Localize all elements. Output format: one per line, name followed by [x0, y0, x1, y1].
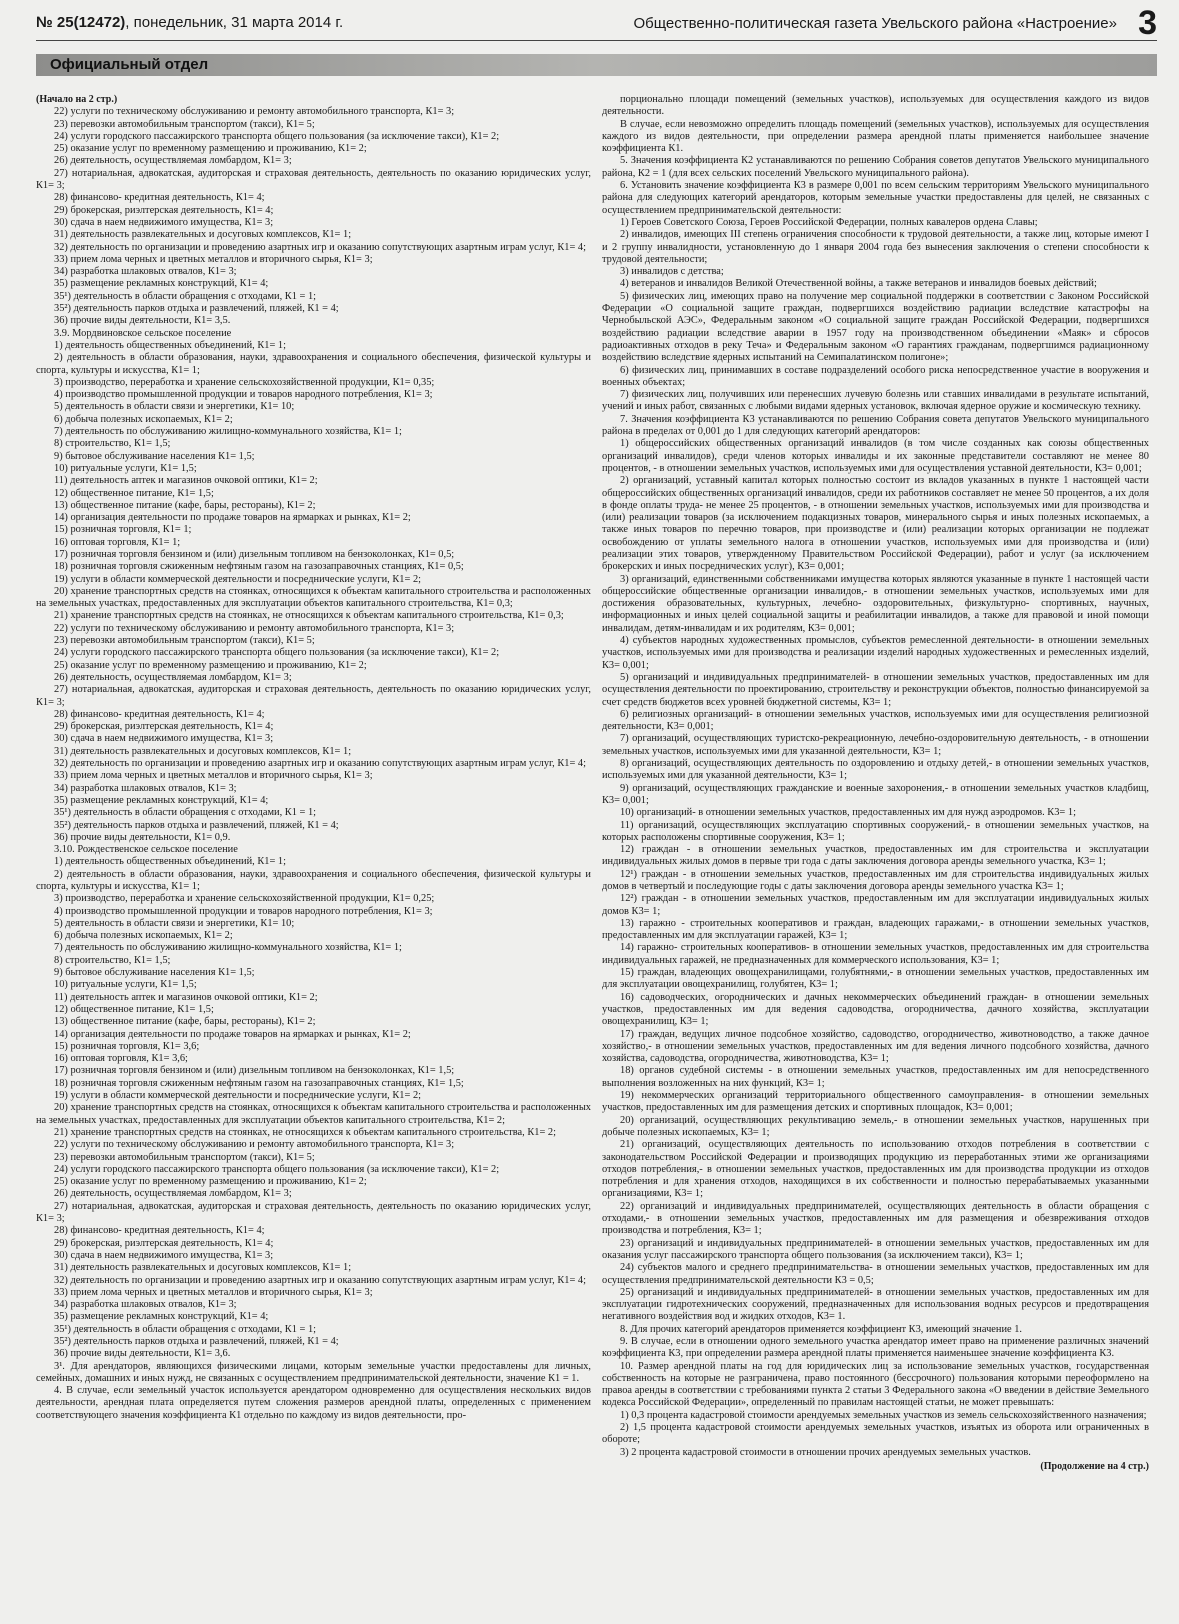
- paragraph: 26) деятельность, осуществляемая ломбардом, К1= 3;: [54, 1188, 292, 1200]
- paragraph: 21) организаций, осуществляющих деятельность по использованию отходов потребления в соответствии с законодательством Российской Федерации и производящих продукцию из переработанных этими же организациями отходов потребления,- в отношении земельных участков, предоставленных им для производства продукции из отходов потребления и для хранения отходов, находящихся в их собственности и полностью перерабатываемых указанными организациями, К3= 1;: [602, 1139, 1149, 1200]
- paragraph: 32) деятельность по организации и проведению азартных игр и оказанию сопутствующих азартным играм услуг, К1= 4;: [54, 241, 587, 253]
- paragraph: 29) брокерская, риэлтерская деятельность, К1= 4;: [54, 721, 274, 733]
- paragraph: 27) нотариальная, адвокатская, аудиторская и страховая деятельность, деятельность по оказанию юридических услуг, К1= 3;: [36, 1200, 591, 1225]
- paragraph: 3) 2 процента кадастровой стоимости в отношении прочих арендуемых земельных участков.: [620, 1446, 1031, 1458]
- paragraph: 11) деятельность аптек и магазинов очковой оптики, К1= 2;: [54, 475, 318, 487]
- paragraph: 34) разработка шлаковых отвалов, К1= 3;: [54, 782, 237, 794]
- paragraph: 30) сдача в наем недвижимого имущества, К1= 3;: [54, 733, 274, 745]
- paragraph: 22) организаций и индивидуальных предпринимателей, осуществляющих деятельность в области обращения с отходами,- в отношении земельных участков, предоставленных им для размещения и обезвреживания отходов производства и потребления, К3= 1;: [602, 1200, 1149, 1237]
- paragraph: 2) инвалидов, имеющих III степень ограничения способности к трудовой деятельности, а также лиц, которые имеют I и 2 группу инвалидности, установленную до 1 января 2004 года без вынесения заключения о степени способности к трудовой деятельности;: [602, 229, 1149, 265]
- paragraph: 2) деятельность в области образования, науки, здравоохранения и социального обеспечения, физической культуры и спорта, культуры и искусства, К1= 1;: [36, 868, 591, 892]
- paragraph: 31) деятельность развлекательных и досуговых комплексов, К1= 1;: [54, 745, 352, 757]
- paragraph: 27) нотариальная, адвокатская, аудиторская и страховая деятельность, деятельность по оказанию юридических услуг, К1= 3;: [36, 167, 591, 192]
- page-header: [36, 6, 1157, 41]
- paragraph: 31) деятельность развлекательных и досуговых комплексов, К1= 1;: [54, 229, 352, 241]
- issue-info: [36, 14, 343, 31]
- paragraph: 8) строительство, К1= 1,5;: [54, 438, 171, 450]
- paragraph: 33) прием лома черных и цветных металлов и вторичного сырья, К1= 3;: [54, 1286, 373, 1298]
- paragraph: 33) прием лома черных и цветных металлов и вторичного сырья, К1= 3;: [54, 770, 373, 782]
- paragraph: 17) розничная торговля бензином и (или) дизельным топливом на бензоколонках, К1= 1,5;: [54, 1065, 455, 1077]
- paragraph: порционально площади помещений (земельных участков), используемых для осуществления каждого из видов деятельности.: [602, 94, 1149, 118]
- paragraph: 16) оптовая торговля, К1= 3,6;: [54, 1053, 188, 1065]
- paragraph: 15) граждан, владеющих овощехранилищами, голубятнями,- в отношении земельных участков, предоставленных им для эксплуатации овощехранилищ, голубятен, К3= 1;: [602, 967, 1149, 991]
- paragraph: 19) услуги в области коммерческой деятельности и посреднические услуги, К1= 2;: [54, 1090, 422, 1102]
- paragraph: 35) размещение рекламных конструкций, К1= 4;: [54, 794, 269, 806]
- paragraph: 6) религиозных организаций- в отношении земельных участков, используемых ими для осуществления религиозной деятельности, К3= 0,001;: [602, 708, 1149, 733]
- paragraph: 11) деятельность аптек и магазинов очковой оптики, К1= 2;: [54, 991, 318, 1003]
- paragraph: 7) физических лиц, получивших или перенесших лучевую болезнь или ставших инвалидами в результате испытаний, учений и иных работ, связанных с любыми видами ядерных установок, включая ядерное оружие и космическую технику.: [602, 389, 1149, 413]
- paragraph: 25) оказание услуг по временному размещению и проживанию, К1= 2;: [54, 1176, 367, 1188]
- left-column: [36, 94, 591, 1606]
- paragraph: 23) перевозки автомобильным транспортом (такси), К1= 5;: [54, 1151, 315, 1163]
- paragraph: 1) 0,3 процента кадастровой стоимости арендуемых земельных участков из земель сельскохозяйственного назначения;: [620, 1409, 1147, 1421]
- paragraph: 36) прочие виды деятельности, К1= 3,5.: [54, 315, 231, 327]
- paragraph: 21) хранение транспортных средств на стоянках, не относящихся к объектам капитального строительства, К1= 0,3;: [54, 610, 564, 622]
- paragraph: 14) организация деятельности по продаже товаров на ярмарках и рынках, К1= 2;: [54, 512, 411, 524]
- paragraph: 12) общественное питание, К1= 1,5;: [54, 487, 214, 499]
- paragraph: 20) хранение транспортных средств на стоянках, относящихся к объектам капитального строительства и расположенных на земельных участках, предоставленных для эксплуатации объектов капитального строительства, К1= 2;: [36, 1102, 591, 1126]
- paragraph: (Начало на 2 стр.): [36, 94, 118, 105]
- paragraph: 35) размещение рекламных конструкций, К1= 4;: [54, 1311, 269, 1323]
- paragraph: 16) садоводческих, огороднических и дачных некоммерческих объединений граждан- в отношении земельных участков, предоставленных им для ведения садоводства, огородничества, дачного хозяйства, эксплуатации овощехранилищ, К3= 1;: [602, 991, 1149, 1028]
- paragraph: 24) услуги городского пассажирского транспорта общего пользования (за исключение такси), К1= 2;: [54, 647, 500, 659]
- paragraph: 17) розничная торговля бензином и (или) дизельным топливом на бензоколонках, К1= 0,5;: [54, 548, 455, 560]
- paragraph: 9) бытовое обслуживание населения К1= 1,5;: [54, 967, 255, 979]
- page-number: 3: [1138, 4, 1157, 42]
- paragraph: 17) граждан, ведущих личное подсобное хозяйство, садоводство, огородничество, животноводство, а также дачное хозяйство,- в отношении земельных участков, предоставленных им для ведения личного подсобного хозяйства, дачного хозяйства, садоводства, огородничества, животноводства, К3= 1;: [602, 1028, 1149, 1065]
- paragraph: 2) организаций, уставный капитал которых полностью состоит из вкладов указанных в пункте 1 настоящей части общероссийских общественных организаций инвалидов, среди их работников составляет не менее 50 процентов, а их доля в фонде оплаты труда- не менее 25 процентов, - в отношении земельных участков, используемых ими для производства и (или) реализации товаров (за исключением подакцизных товаров, минерального сырья и иных полезных ископаемых, а также иных товаров по перечню товаров, при производстве и (или) реализации которых организации не подлежат освобождению от уплаты земельного налога в отношении участков, используемых ими для производства и (или) реализации этих товаров, утвержденному Правительством Российской Федерации), работ и услуг (за исключением брокерских и иных посреднических услуг), К3= 0,001;: [602, 475, 1149, 573]
- paragraph: 23) перевозки автомобильным транспортом (такси), К1= 5;: [54, 635, 315, 647]
- paragraph: 35²) деятельность парков отдыха и развлечений, пляжей, К1 = 4;: [54, 1335, 339, 1347]
- paragraph: 3) инвалидов с детства;: [620, 266, 724, 278]
- paragraph: 12²) граждан - в отношении земельных участков, предоставленным им для эксплуатации индивидуальных жилых домов К3= 1;: [602, 893, 1149, 917]
- paragraph: 5) физических лиц, имеющих право на получение мер социальной поддержки в соответствии с Законом Российской Федерации «О социальной защите граждан, подвергшихся воздействию радиации вследствие катастрофы на Чернобыльской АЭС», Федеральным законом «О социальной защите граждан Российской Федерации, подвергшихся воздействию радиации вследствие аварии в 1957 году на производственном объединении «Маяк» и сбросов радиоактивных отходов в реку Теча» и Федеральным законом «О гарантиях гражданам, подвергшимся радиационному воздействию вследствие ядерных испытаний на Семипалатинском полигоне»;: [602, 290, 1149, 364]
- paragraph: 23) организаций и индивидуальных предпринимателей- в отношении земельных участков, предоставленных им для оказания услуг пассажирского транспорта общего пользования (за исключением такси), К3= 1;: [602, 1237, 1149, 1261]
- paragraph: 5) организаций и индивидуальных предпринимателей- в отношении земельных участков, предоставленных им для осуществления деятельности по проектированию, строительству и реконструкции объектов, полностью финансируемой за счет средств бюджетов всех уровней бюджетной системы, К3= 1;: [602, 671, 1149, 708]
- paragraph: 35¹) деятельность в области обращения с отходами, К1 = 1;: [54, 290, 317, 302]
- paragraph: 1) общероссийских общественных организаций инвалидов (в том числе созданных как союзы общественных организаций инвалидов), среди членов которых инвалиды и их законные представители составляют не менее 80 процентов, - в отношении земельных участков, используемых ими для осуществления уставной деятельности, К3= 0,001;: [602, 438, 1149, 474]
- right-column: [602, 94, 1149, 1606]
- paragraph: 10. Размер арендной платы на год для юридических лиц за использование земельных участков, государственная собственность на которые не разграничена, право постоянного (бессрочного) пользования которыми переоформлено на правоа аренды в соответствии с требованиями пункта 2 статьи 3 Федерального закона «О введении в действие Земельного кодекса Российской Федерации», определенный по правилам настоящей статьи, не может превышать:: [602, 1360, 1149, 1409]
- paragraph: 20) хранение транспортных средств на стоянках, относящихся к объектам капитального строительства и расположенных на земельных участках, предоставленных для эксплуатации объектов капитального строительства, К1= 0,3;: [36, 585, 591, 610]
- paragraph: 19) услуги в области коммерческой деятельности и посреднические услуги, К1= 2;: [54, 573, 422, 585]
- paragraph: 30) сдача в наем недвижимого имущества, К1= 3;: [54, 1249, 274, 1261]
- paragraph: 8. Для прочих категорий арендаторов применяется коэффициент К3, имеющий значение 1.: [620, 1323, 1023, 1335]
- continuation-note: (Продолжение на 4 стр.): [1040, 1460, 1149, 1472]
- paragraph: 15) розничная торговля, К1= 1;: [54, 524, 192, 536]
- paragraph: 29) брокерская, риэлтерская деятельность, К1= 4;: [54, 204, 274, 216]
- paragraph: 9) организаций, осуществляющих гражданские и военные захоронения,- в отношении земельных участков кладбищ, К3= 0,001;: [602, 782, 1149, 806]
- paragraph: 9) бытовое обслуживание населения К1= 1,5;: [54, 450, 255, 462]
- paragraph: 1) деятельность общественных объединений, К1= 1;: [54, 856, 287, 868]
- paragraph: 7) организаций, осуществляющих туристско-рекреационную, лечебно-оздоровительную деятельность, - в отношении земельных участков, используемых ими для указанной деятельности, К3= 1;: [602, 733, 1149, 757]
- paragraph: 6) добыча полезных ископаемых, К1= 2;: [54, 413, 233, 425]
- paragraph: 22) услуги по техническому обслуживанию и ремонту автомобильного транспорта, К1= 3;: [54, 622, 455, 634]
- paragraph: 22) услуги по техническому обслуживанию и ремонту автомобильного транспорта, К1= 3;: [54, 106, 455, 118]
- paragraph: 8) организаций, осуществляющих деятельность по оздоровлению и отдыху детей,- в отношении земельных участков, используемых ими для указанной деятельности, К3= 1;: [602, 758, 1149, 782]
- paragraph: 3) производство, переработка и хранение сельскохозяйственной продукции, К1= 0,25;: [54, 893, 435, 905]
- paragraph: 24) услуги городского пассажирского транспорта общего пользования (за исключение такси), К1= 2;: [54, 1163, 500, 1175]
- paragraph: 3.9. Мордвиновское сельское поселение: [54, 327, 232, 339]
- paragraph: 14) организация деятельности по продаже товаров на ярмарках и рынках, К1= 2;: [54, 1028, 411, 1040]
- paragraph: 11) организаций, осуществляющих эксплуатацию спортивных сооружений,- в отношении земельных участков, на которых расположены спортивные сооружения, К3= 1;: [602, 819, 1149, 843]
- paragraph: 19) некоммерческих организаций территориального общественного самоуправления- в отношении земельных участков, предоставленных им для размещения детских и спортивных площадок, К3= 0,001;: [602, 1090, 1149, 1114]
- paragraph: 30) сдача в наем недвижимого имущества, К1= 3;: [54, 216, 274, 228]
- paragraph: 3.10. Рождественское сельское поселение: [54, 844, 238, 856]
- paragraph: 10) ритуальные услуги, К1= 1,5;: [54, 979, 197, 991]
- paragraph: 3) производство, переработка и хранение сельскохозяйственной продукции, К1= 0,35;: [54, 376, 435, 388]
- paragraph: В случае, если невозможно определить площадь помещений (земельных участков), используемых для осуществления каждого из видов деятельности, при определении размера арендной платы применяется наибольшее значение коэффициента К1.: [602, 118, 1149, 155]
- paragraph: 12¹) граждан - в отношении земельных участков, предоставленных им для строительства индивидуальных жилых домов в четвертый и последующие годы с даты заключения договора аренды земельного участка К3= 1;: [602, 868, 1149, 892]
- paragraph: 3) организаций, единственными собственниками имущества которых являются указанные в пункте 1 настоящей части общероссийские общественные организации инвалидов,- в отношении земельных участков, используемых ими для достижения образовательных, культурных, лечебно- оздоровительных, физкультурно- спортивных, научных, информационных и иных целей социальной защиты и реабилитации инвалидов, а также для правовой и иной помощи инвалидам, детям-инвалидам и их родителям, К3= 0,001;: [602, 573, 1149, 634]
- paragraph: 35²) деятельность парков отдыха и развлечений, пляжей, К1 = 4;: [54, 303, 339, 315]
- paragraph: 16) оптовая торговля, К1= 1;: [54, 536, 181, 548]
- paragraph: 15) розничная торговля, К1= 3,6;: [54, 1040, 200, 1052]
- paragraph: 7) деятельность по обслуживанию жилищно-коммунального хозяйства, К1= 1;: [54, 426, 402, 438]
- paragraph: 31) деятельность развлекательных и досуговых комплексов, К1= 1;: [54, 1262, 352, 1274]
- paragraph: 33) прием лома черных и цветных металлов и вторичного сырья, К1= 3;: [54, 253, 373, 265]
- paragraph: 14) гаражно- строительных кооперативов- в отношении земельных участков, предоставленных им для строительства индивидуальных гаражей, не предназначенных для коммерческого использования, К3= 1;: [602, 942, 1149, 966]
- paragraph: 35¹) деятельность в области обращения с отходами, К1 = 1;: [54, 807, 317, 819]
- paragraph: 34) разработка шлаковых отвалов, К1= 3;: [54, 1299, 237, 1311]
- section-banner: [36, 54, 1157, 76]
- paragraph: 1) Героев Советского Союза, Героев Российской Федерации, полных кавалеров ордена Славы;: [620, 216, 1038, 228]
- paragraph: 18) розничная торговля сжиженным нефтяным газом на газозаправочных станциях, К1= 1,5;: [54, 1077, 464, 1089]
- paragraph: 3¹. Для арендаторов, являющихся физическими лицами, которым земельные участки предоставлены для личных, семейных, домашних и иных нужд, не связанных с осуществлением предпринимательской деятельности, значение К1 = 1.: [36, 1360, 591, 1384]
- paragraph: 5) деятельность в области связи и энергетики, К1= 10;: [54, 401, 295, 413]
- paragraph: 13) общественное питание (кафе, бары, рестораны), К1= 2;: [54, 499, 316, 511]
- paragraph: 2) 1,5 процента кадастровой стоимости арендуемых земельных участков, изъятых из оборота или ограниченных в обороте;: [602, 1422, 1149, 1446]
- paragraph: 9. В случае, если в отношении одного земельного участка арендатор имеет право на применение различных значений коэффициента К3, при определении размера арендной платы применяется наименьшее значение коэффициента К3.: [602, 1335, 1149, 1360]
- paragraph: 36) прочие виды деятельности, К1= 3,6.: [54, 1348, 231, 1360]
- paragraph: 2) деятельность в области образования, науки, здравоохранения и социального обеспечения, физической культуры и спорта, культуры и искусства, К1= 1;: [36, 352, 591, 376]
- paragraph: 18) розничная торговля сжиженным нефтяным газом на газозаправочных станциях, К1= 0,5;: [54, 561, 464, 573]
- paragraph: 32) деятельность по организации и проведению азартных игр и оказанию сопутствующих азартным играм услуг, К1= 4;: [54, 758, 587, 770]
- paragraph: 12) граждан - в отношении земельных участков, предоставленных им для строительства и эксплуатации индивидуальных жилых домов в первые три года с даты заключения договора аренды земельного участка, К3= 1;: [602, 844, 1149, 868]
- paragraph: 4) производство промышленной продукции и товаров народного потребления, К1= 3;: [54, 389, 433, 401]
- paragraph: 25) организаций и индивидуальных предпринимателей- в отношении земельных участков, предоставленных им для эксплуатации гидротехнических сооружений, предназначенных для использования водных ресурсов и предотвращения негативного воздействия вод и жидких отходов, К3= 1.: [602, 1286, 1149, 1323]
- paragraph: 10) ритуальные услуги, К1= 1,5;: [54, 462, 197, 474]
- paragraph: 4) субъектов народных художественных промыслов, субъектов ремесленной деятельности- в отношении земельных участков, используемых ими для производства и реализации изделий народных художественных и ремесленных изделий, К3= 0,001;: [602, 635, 1149, 671]
- paragraph: 6. Установить значение коэффициента К3 в размере 0,001 по всем сельским территориям Увельского муниципального района для следующих категорий арендаторов, которым земельные участки предоставлены для целей, не связанных с осуществлением предпринимательской деятельности:: [602, 180, 1149, 216]
- paragraph: 27) нотариальная, адвокатская, аудиторская и страховая деятельность, деятельность по оказанию юридических услуг, К1= 3;: [36, 684, 591, 708]
- paragraph: 7) деятельность по обслуживанию жилищно-коммунального хозяйства, К1= 1;: [54, 942, 402, 954]
- paragraph: 4) производство промышленной продукции и товаров народного потребления, К1= 3;: [54, 905, 433, 917]
- paragraph: 6) добыча полезных ископаемых, К1= 2;: [54, 930, 233, 942]
- paragraph: 36) прочие виды деятельности, К1= 0,9.: [54, 831, 231, 843]
- paragraph: 7. Значения коэффициента К3 устанавливаются по решению Собрания совета депутатов Увельского муниципального района в пределах от 0,001 до 1 для следующих категорий арендаторов:: [602, 413, 1149, 438]
- paragraph: 10) организаций- в отношении земельных участков, предоставленных им для нужд аэродромов. К3= 1;: [620, 807, 1076, 819]
- issue-date: , понедельник, 31 марта 2014 г.: [125, 14, 344, 31]
- paragraph: 34) разработка шлаковых отвалов, К1= 3;: [54, 266, 237, 278]
- newspaper-name: Общественно-политическая газета Увельского района «Настроение»: [633, 15, 1117, 32]
- paragraph: 26) деятельность, осуществляемая ломбардом, К1= 3;: [54, 671, 292, 683]
- paragraph: 22) услуги по техническому обслуживанию и ремонту автомобильного транспорта, К1= 3;: [54, 1139, 455, 1151]
- issue-number: № 25(12472): [36, 14, 126, 31]
- paragraph: 20) организаций, осуществляющих рекультивацию земель,- в отношении земельных участков, нарушенных при добыче полезных ископаемых, К3= 1;: [602, 1114, 1149, 1138]
- paragraph: 28) финансово- кредитная деятельность, К1= 4;: [54, 192, 265, 204]
- paragraph: 23) перевозки автомобильным транспортом (такси), К1= 5;: [54, 118, 315, 130]
- paragraph: 12) общественное питание, К1= 1,5;: [54, 1003, 214, 1015]
- paragraph: 35²) деятельность парков отдыха и развлечений, пляжей, К1 = 4;: [54, 819, 339, 831]
- paragraph: 1) деятельность общественных объединений, К1= 1;: [54, 339, 287, 351]
- paragraph: 25) оказание услуг по временному размещению и проживанию, К1= 2;: [54, 143, 367, 155]
- paragraph: 28) финансово- кредитная деятельность, К1= 4;: [54, 708, 265, 720]
- paragraph: 29) брокерская, риэлтерская деятельность, К1= 4;: [54, 1237, 274, 1249]
- paragraph: 25) оказание услуг по временному размещению и проживанию, К1= 2;: [54, 659, 367, 671]
- paragraph: 4) ветеранов и инвалидов Великой Отечественной войны, а также ветеранов и инвалидов боевых действий;: [620, 278, 1097, 290]
- paragraph: 6) физических лиц, принимавших в составе подразделений особого риска непосредственное участие в вооружения и военных объектах;: [602, 364, 1149, 388]
- section-title: Официальный отдел: [50, 56, 209, 73]
- paragraph: 5. Значения коэффициента К2 устанавливаются по решению Собрания советов депутатов Увельского муниципального района, К2 = 1 (для всех сельских поселений Увельского муниципального района).: [602, 155, 1149, 179]
- paragraph: 24) субъектов малого и среднего предпринимательства- в отношении земельных участков, предоставленных им для осуществления предпринимательской деятельности К3 = 0,5;: [602, 1262, 1149, 1286]
- paragraph: 35¹) деятельность в области обращения с отходами, К1 = 1;: [54, 1323, 317, 1335]
- paragraph: 13) гаражно - строительных кооперативов и граждан, владеющих гаражами,- в отношении земельных участков, предоставленных им для эксплуатации гаражей, К3= 1;: [602, 917, 1149, 942]
- paragraph: 13) общественное питание (кафе, бары, рестораны), К1= 2;: [54, 1016, 316, 1028]
- paragraph: 26) деятельность, осуществляемая ломбардом, К1= 3;: [54, 155, 292, 167]
- paragraph: 18) органов судебной системы - в отношении земельных участков, предоставленных им для непосредственного выполнения возложенных на них функций, К3= 1;: [602, 1065, 1149, 1089]
- paragraph: 8) строительство, К1= 1,5;: [54, 954, 171, 966]
- paragraph: 28) финансово- кредитная деятельность, К1= 4;: [54, 1225, 265, 1237]
- paragraph: 5) деятельность в области связи и энергетики, К1= 10;: [54, 917, 295, 929]
- paragraph: 24) услуги городского пассажирского транспорта общего пользования (за исключение такси), К1= 2;: [54, 130, 500, 142]
- paragraph: 21) хранение транспортных средств на стоянках, не относящихся к объектам капитального строительства, К1= 2;: [54, 1126, 557, 1138]
- paragraph: 4. В случае, если земельный участок используется арендатором одновременно для осуществления нескольких видов деятельности, арендная плата определяется путем сложения размеров арендной платы, определенных с применением соответствующего значения коэффициента К1 отдельно по каждому из видов деятельности, про-: [36, 1385, 591, 1421]
- paragraph: 35) размещение рекламных конструкций, К1= 4;: [54, 278, 269, 290]
- paragraph: 32) деятельность по организации и проведению азартных игр и оказанию сопутствующих азартным играм услуг, К1= 4;: [54, 1274, 587, 1286]
